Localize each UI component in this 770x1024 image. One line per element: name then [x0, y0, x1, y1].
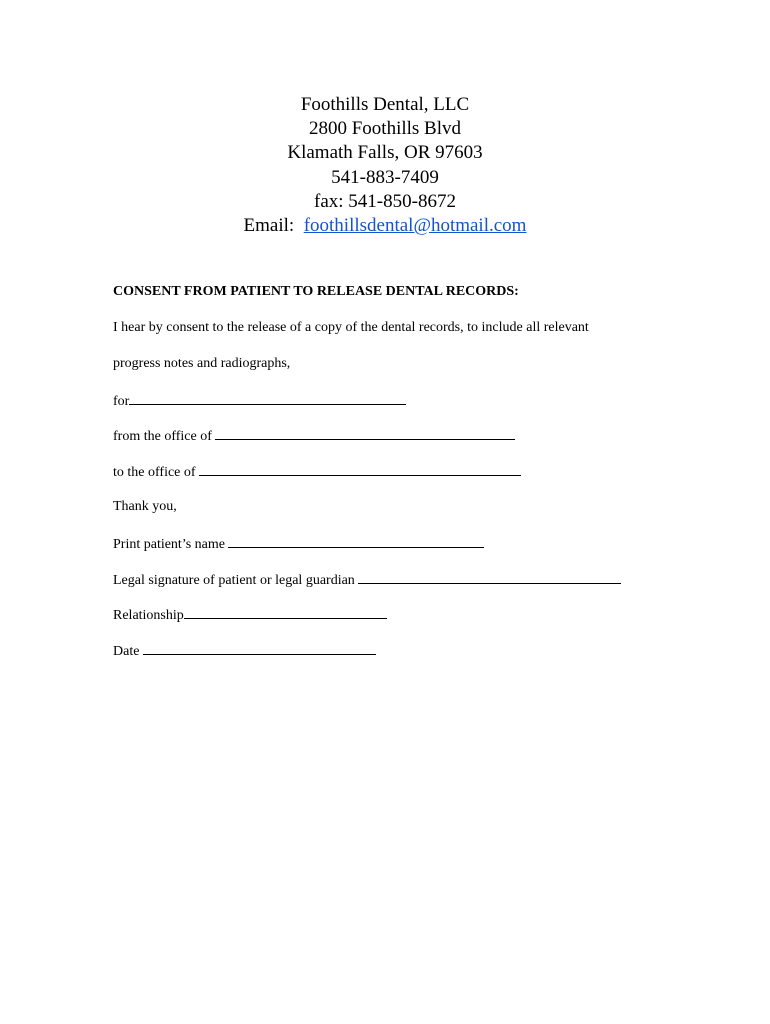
to-office-blank[interactable] — [199, 463, 521, 476]
email-link[interactable]: foothillsdental@hotmail.com — [303, 215, 527, 237]
for-label: for — [113, 394, 130, 409]
date-field — [113, 642, 376, 660]
for-field — [113, 392, 406, 410]
thank-you-text: Thank you, — [113, 499, 177, 514]
city-state-zip: Klamath Falls, OR 97603 — [287, 142, 483, 164]
relationship-field — [113, 606, 387, 624]
print-name-field — [113, 535, 484, 553]
consent-text-line2: progress notes and radiographs, — [113, 356, 291, 371]
relationship-blank[interactable] — [184, 606, 387, 619]
signature-field — [113, 571, 621, 589]
relationship-label: Relationship — [113, 608, 184, 623]
email-label: Email: — [243, 215, 295, 237]
from-office-blank[interactable] — [215, 427, 515, 440]
to-office-label: to the office of — [113, 465, 196, 480]
from-office-field — [113, 427, 515, 445]
to-office-field — [113, 463, 521, 481]
date-label: Date — [113, 644, 140, 659]
consent-text-line1: I hear by consent to the release of a copy of the dental records, to include all relevant — [113, 320, 589, 335]
signature-label: Legal signature of patient or legal guardian — [113, 573, 355, 588]
for-blank[interactable] — [129, 392, 406, 405]
company-name: Foothills Dental, LLC — [300, 94, 470, 115]
signature-blank[interactable] — [358, 571, 621, 584]
print-name-blank[interactable] — [228, 535, 484, 548]
print-name-label: Print patient’s name — [113, 537, 225, 552]
fax-number: fax: 541-850-8672 — [314, 190, 456, 212]
date-blank[interactable] — [143, 642, 376, 655]
form-heading: CONSENT FROM PATIENT TO RELEASE DENTAL RECORDS: — [113, 284, 519, 299]
from-office-label: from the office of — [113, 429, 212, 444]
letterhead — [0, 93, 770, 238]
street-address: 2800 Foothills Blvd — [308, 118, 462, 140]
phone-number: 541-883-7409 — [331, 166, 439, 188]
email-line — [0, 214, 770, 238]
